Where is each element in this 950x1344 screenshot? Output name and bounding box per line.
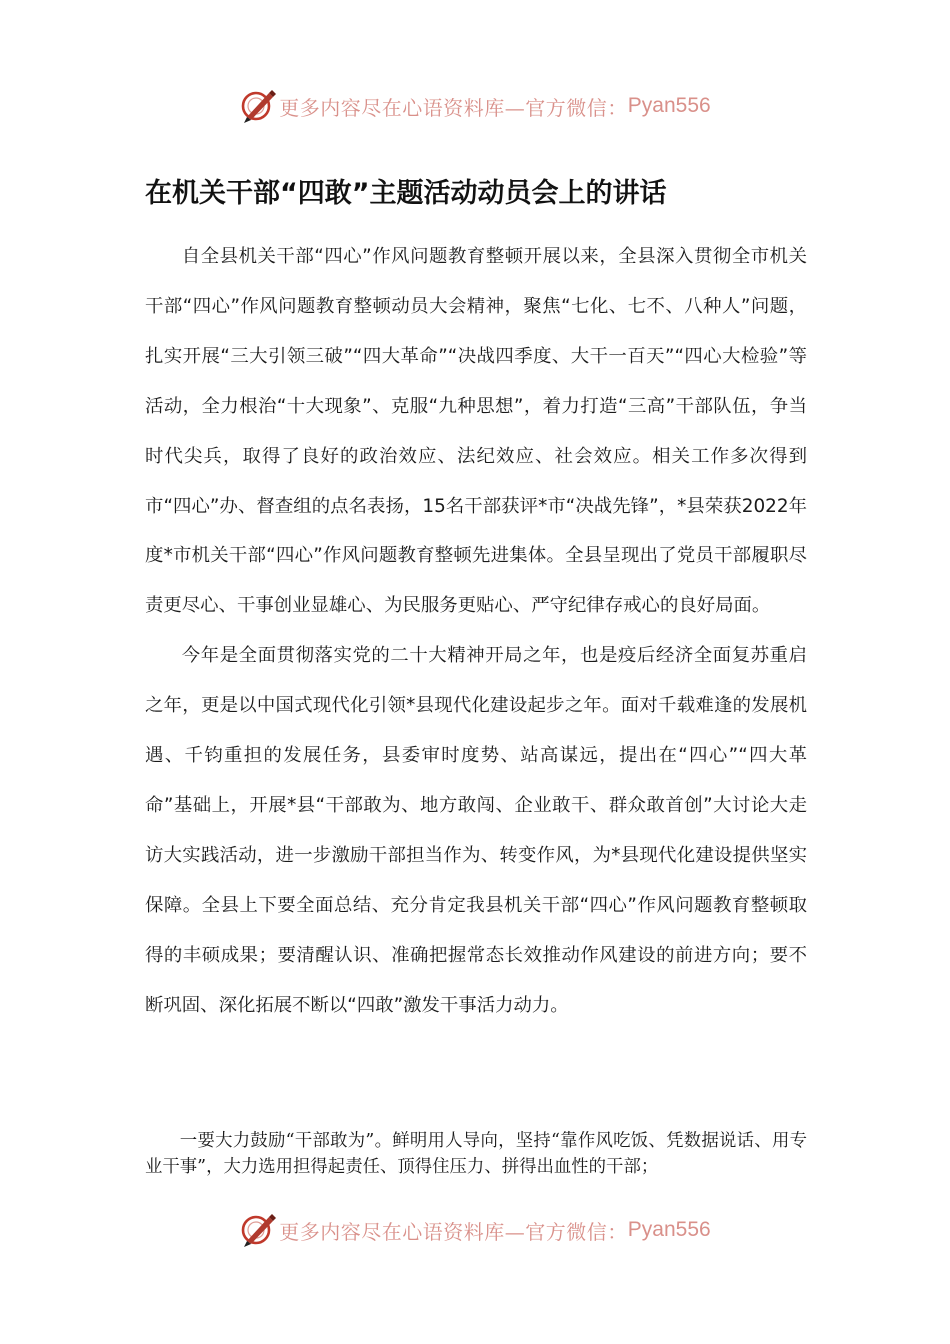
paragraph-1: 自全县机关干部“四心”作风问题教育整顿开展以来，全县深入贯彻全市机关干部“四心”作风问题教育整顿动员大会精神，聚焦“七化、七不、八种人”问题，扎实开展“三大引领三破”“四大革命”“决战四季度、大干一百天”“四心大检验”等活动，全力根治“十大现象”、克服“九种思想”，着力打造“三高”干部队伍，争当时代尖兵，取得了良好的政治效应、法纪效应、社会效应。相关工作多次得到市“四心”办、督查组的点名表扬，15名干部获评*市“决战先锋”，*县荣获2022年度*市机关干部“四心”作风问题教育整顿先进集体。全县呈现出了党员干部履职尽责更尽心、干事创业显雄心、为民服务更贴心、严守纪律存戒心的良好局面。 <box>145 246 807 617</box>
pen-logo-icon <box>239 1211 277 1249</box>
footer-watermark-banner <box>0 1208 950 1252</box>
page-title: 在机关干部“四敢”主题活动动员会上的讲话 <box>145 178 667 209</box>
banner-text: 更多内容尽在心语资料库—官方微信： <box>279 95 628 120</box>
banner-text: 更多内容尽在心语资料库—官方微信： <box>279 1219 628 1244</box>
header-watermark-banner <box>0 84 950 128</box>
wechat-id: Pyan556 <box>627 1218 711 1241</box>
paragraph-2: 今年是全面贯彻落实党的二十大精神开局之年，也是疫后经济全面复苏重启之年，更是以中国式现代化引领*县现代化建设起步之年。面对千载难逢的发展机遇、千钧重担的发展任务，县委审时度势、站高谋远，提出在“四心”“四大革命”基础上，开展*县“干部敢为、地方敢闯、企业敢干、群众敢首创”大讨论大走访大实践活动，进一步激励干部担当作为、转变作风，为*县现代化建设提供坚实保障。全县上下要全面总结、充分肯定我县机关干部“四心”作风问题教育整顿取得的丰硕成果；要清醒认识、准确把握常态长效推动作风建设的前进方向；要不断巩固、深化拓展不断以“四敢”激发干事活力动力。 <box>145 645 807 1016</box>
pen-logo-icon <box>239 87 277 125</box>
paragraph-3: 一要大力鼓励“干部敢为”。鲜明用人导向，坚持“靠作风吃饭、凭数据说话、用专业干事”，大力选用担得起责任、顶得住压力、拼得出血性的干部； <box>145 1131 807 1177</box>
wechat-id: Pyan556 <box>627 94 711 117</box>
document-body <box>145 232 807 1031</box>
